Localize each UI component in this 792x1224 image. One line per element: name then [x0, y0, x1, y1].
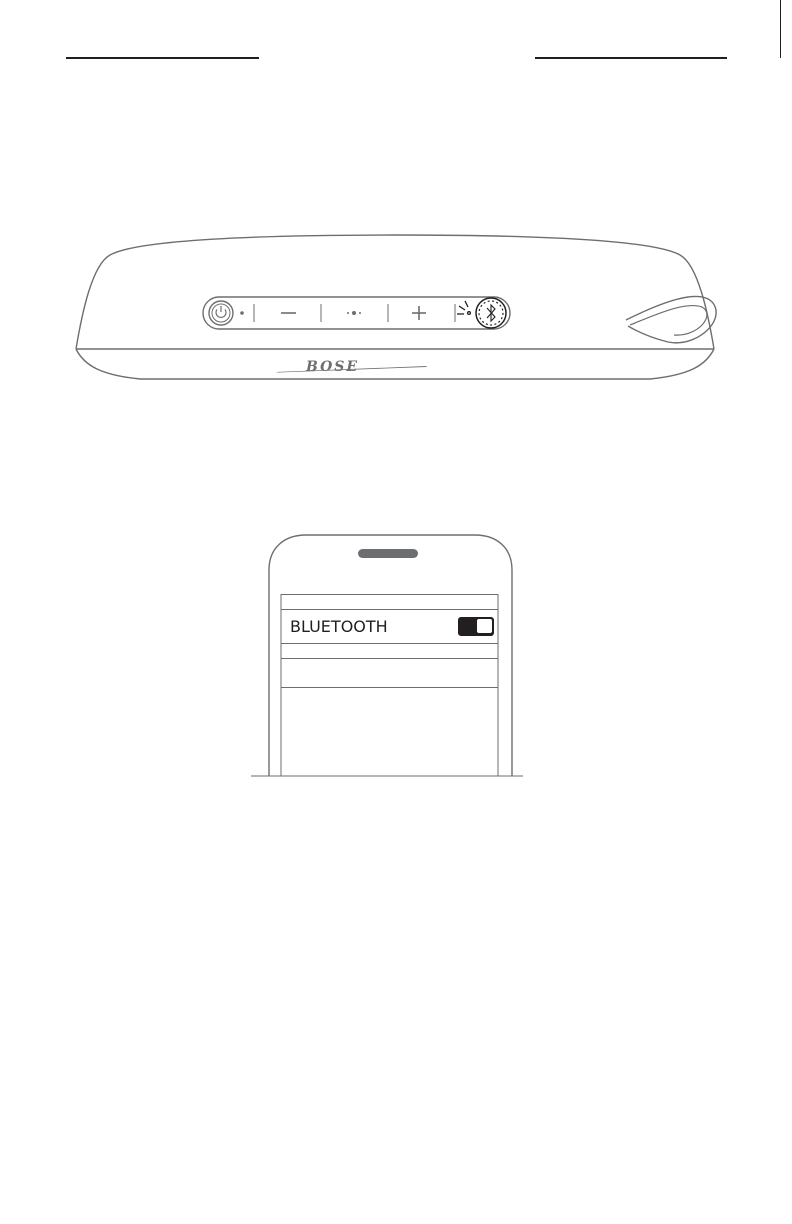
screen-row-divider — [281, 609, 498, 610]
header-rule-left — [66, 57, 259, 59]
bluetooth-setting-label: BLUETOOTH — [290, 617, 388, 636]
screen-row-divider — [281, 643, 498, 644]
phone-body — [269, 535, 512, 776]
page-corner-mark — [780, 0, 781, 58]
volume-up-button[interactable] — [412, 306, 426, 320]
bose-logo — [276, 359, 427, 375]
bluetooth-toggle-knob — [477, 619, 492, 633]
screen-row-divider — [281, 594, 498, 595]
speaker-illustration — [70, 225, 720, 390]
screen-row-divider — [281, 658, 498, 659]
speaker-strap — [626, 296, 716, 342]
multifunction-icon — [352, 311, 356, 315]
control-panel — [203, 297, 510, 329]
speaker-body — [76, 235, 714, 349]
phone-speaker-slot — [358, 549, 418, 558]
power-indicator-light — [240, 311, 244, 315]
phone-illustration — [248, 530, 528, 782]
bluetooth-button[interactable] — [476, 298, 506, 328]
bluetooth-indicator-light — [457, 301, 470, 314]
power-button[interactable] — [209, 301, 233, 325]
screen-row-divider — [281, 687, 498, 688]
header-rule-right — [535, 57, 727, 59]
multifunction-button[interactable] — [347, 311, 361, 315]
bluetooth-toggle[interactable] — [458, 617, 494, 636]
svg-text:BOSE: BOSE — [306, 359, 360, 375]
bluetooth-icon — [487, 305, 495, 321]
